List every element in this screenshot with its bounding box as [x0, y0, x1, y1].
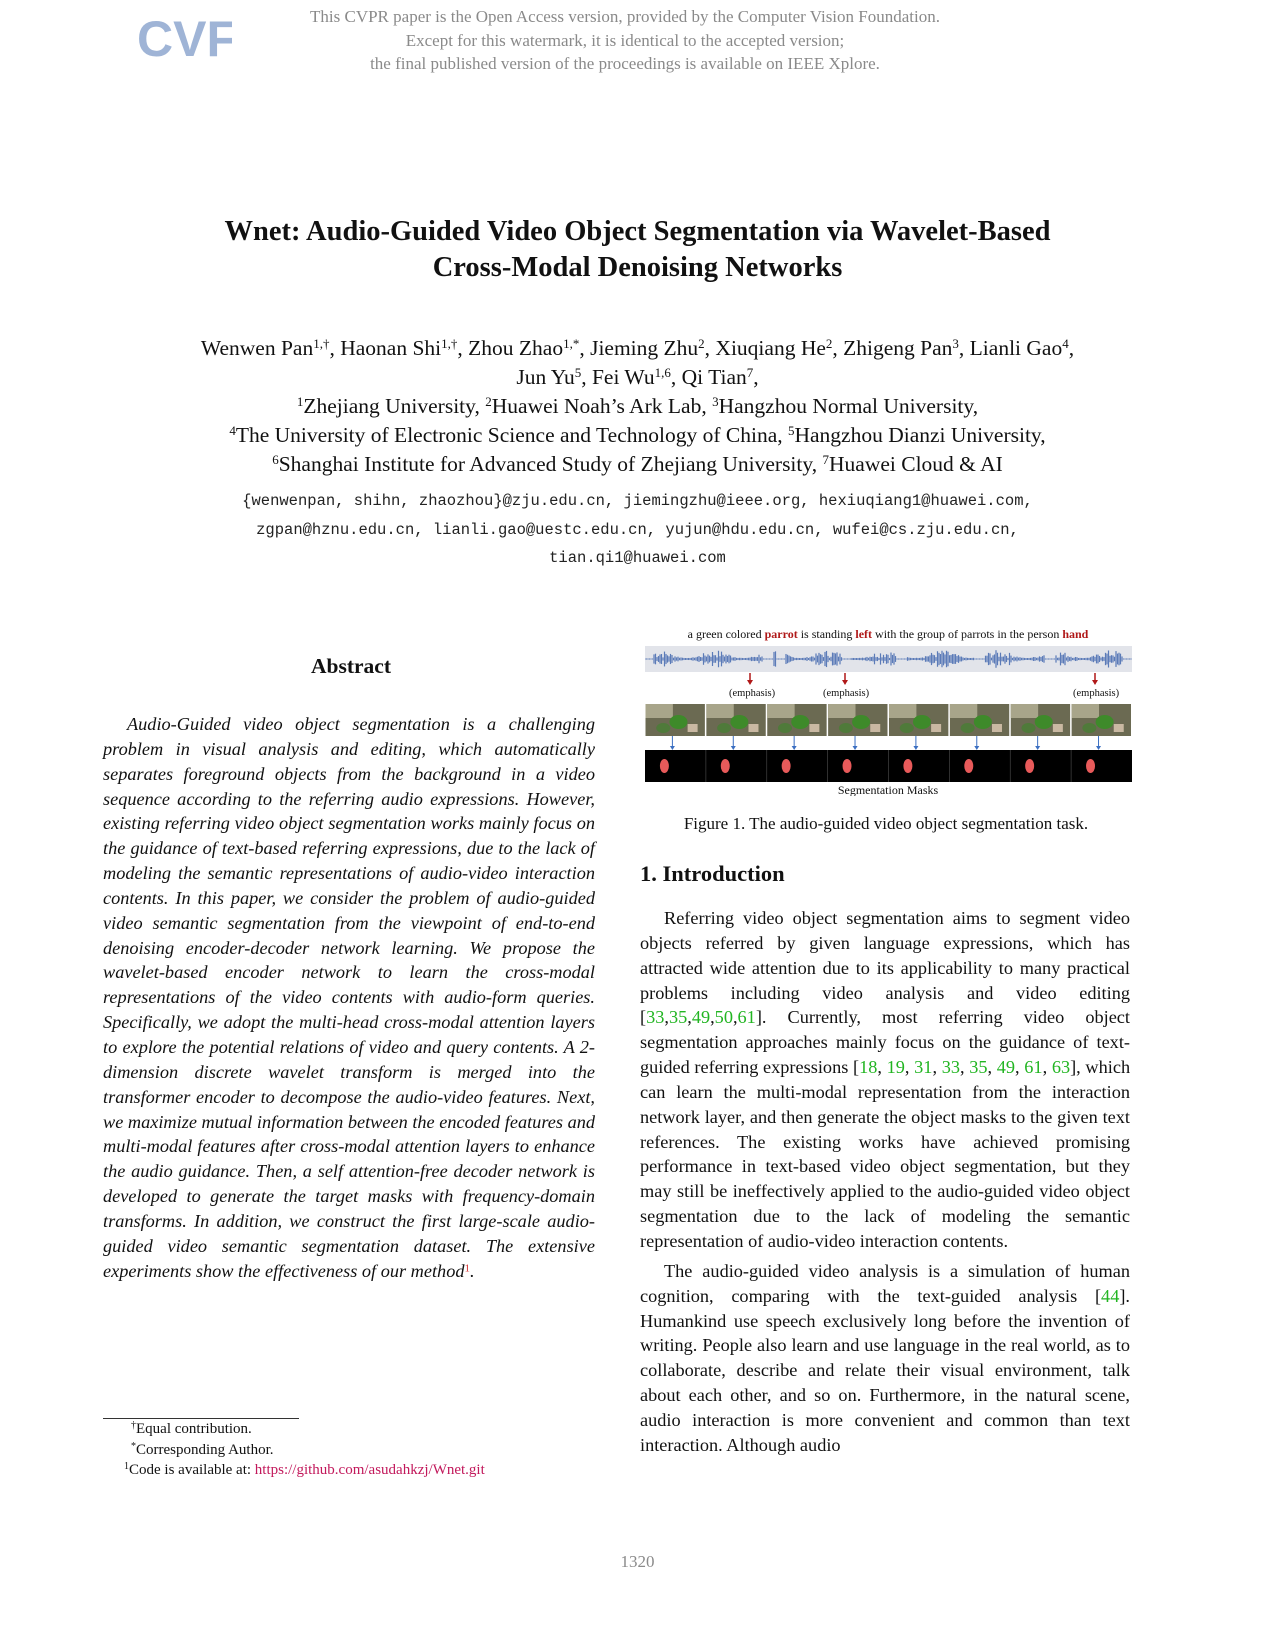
author-name: Zhou Zhao	[468, 336, 564, 360]
introduction-paragraph: Referring video object segmentation aims to segment video objects referred by given language expressions, which has attracted wide attention due to its applicability to many practical problems including video analysis and video editing [33,35,49,50,61]. Currently, most referring video object segmentation approaches mainly focus on the guidance of text-guided referring expressions [18, 19, 31, 33, 35, 49, 61, 63], which can learn the multi-modal representation from the interaction network layer, and then generate the object masks to the given text references. The existing works have achieved promising performance in text-based video object segmentation, but they may still be ineffectively applied to the audio-guided video object segmentation due to the lack of modeling the semantic representation of audio-video interaction contents.	[640, 908, 1131, 1251]
author-affiliation-mark: 1,*	[563, 335, 580, 351]
frame-to-mask-arrowhead	[913, 746, 918, 750]
parrot-shape	[791, 715, 809, 729]
open-access-watermark	[270, 5, 980, 76]
parrot-shape	[778, 723, 792, 733]
abstract-body	[103, 712, 595, 1283]
emphasized-word: left	[855, 627, 873, 641]
video-frame	[889, 704, 948, 736]
sentence-fragment: is standing	[797, 627, 856, 641]
segmentation-mask	[660, 759, 669, 773]
author-affiliation-mark: 4	[1062, 335, 1069, 351]
cvf-logo-icon	[137, 8, 232, 72]
parrot-shape	[1035, 715, 1053, 729]
footnote-mark: 1	[124, 1461, 129, 1472]
cvf-logo	[137, 8, 232, 72]
parrot-shape	[974, 715, 992, 729]
citation-link[interactable]: 33	[646, 1007, 665, 1028]
author-affiliation-mark: 1,6	[654, 364, 671, 380]
affiliation-name: The University of Electronic Science and Technology of China	[235, 423, 778, 447]
parrot-shape	[913, 715, 931, 729]
author-affiliation-mark: 1,†	[313, 335, 330, 351]
affiliation-mark: 1	[296, 393, 304, 409]
frame-to-mask-arrowhead	[974, 746, 979, 750]
paper-title	[100, 214, 1175, 286]
hand-shape	[992, 724, 1002, 732]
segmentation-mask	[721, 759, 730, 773]
parrot-shape	[961, 723, 975, 733]
author-affiliation-mark: 7	[746, 364, 754, 380]
abstract-heading: Abstract	[310, 654, 391, 678]
affiliation-list: $^4$The University of Electronic Science and Technology of China, $^5$Hangzhou Dianzi University,	[229, 422, 1046, 447]
frame-to-mask-arrowhead	[731, 746, 736, 750]
parrot-shape	[852, 715, 870, 729]
title-line: Cross-Modal Denoising Networks	[432, 252, 843, 283]
citation-link[interactable]: 18	[859, 1057, 878, 1078]
emphasis-arrowhead	[842, 680, 848, 685]
citation-link[interactable]: 19	[886, 1057, 905, 1078]
frame-highlight	[828, 704, 855, 718]
author-name: Fei Wu	[591, 365, 655, 389]
video-frame	[950, 704, 1009, 736]
parrot-shape	[669, 715, 687, 729]
citation-link[interactable]: 49	[691, 1007, 711, 1028]
segmentation-mask	[964, 759, 973, 773]
citation-link[interactable]: 33	[941, 1057, 960, 1078]
cvf-logo-text: CVF	[137, 11, 232, 67]
parrot-shape	[1022, 723, 1036, 733]
frame-to-mask-arrowhead	[670, 746, 675, 750]
citation-link[interactable]: 63	[1051, 1057, 1071, 1078]
introduction-paragraph: The audio-guided video analysis is a simulation of human cognition, comparing with the text-guided analysis [44]. Humankind use speech exclusively long before the invention of writing. People also learn and use language in the real world, as to collaborate, describe and relate their visual environment, talk about each other, and so on. Furthermore, in the natural scene, audio interaction is more convenient and common than text interaction. Although audio	[640, 1260, 1130, 1455]
affiliation-mark: 5	[787, 422, 795, 438]
hand-shape	[931, 724, 941, 732]
affiliation-name: Zhejiang University	[303, 394, 475, 418]
author-list: Wenwen Pan$^{1,\dagger}$, Haonan Shi$^{1,\dagger}$, Zhou Zhao$^{1,*}$, Jieming Zhu$^2$, Xiuqiang He$^2$, Zhigeng Pan$^3$, Lianli Gao$^4$,	[200, 335, 1075, 360]
parrot-shape	[730, 715, 748, 729]
citation-link[interactable]: 35	[969, 1057, 988, 1078]
parrot-shape	[1096, 715, 1114, 729]
author-name: Jun Yu	[516, 365, 575, 389]
footnote-mark: *	[131, 1440, 136, 1452]
author-affiliation-mark: 2	[825, 335, 833, 351]
author-name: Zhigeng Pan	[843, 336, 953, 360]
segmentation-mask	[782, 759, 791, 773]
page-number: 1320	[620, 1552, 655, 1571]
affiliation-mark: 2	[485, 393, 492, 409]
citation-link[interactable]: 50	[714, 1007, 733, 1028]
footnote-code	[103, 1460, 623, 1481]
sentence-fragment: a green colored	[687, 627, 765, 641]
emphasis-arrowhead	[747, 680, 753, 685]
emphasis-label: (emphasis)	[823, 688, 870, 699]
author-name: Jieming Zhu	[590, 336, 699, 360]
affiliation-name: Hangzhou Normal University	[718, 394, 973, 418]
hand-shape	[809, 724, 819, 732]
figure-1	[645, 624, 1132, 796]
author-affiliation-mark: 2	[698, 335, 705, 351]
emphasis-arrowhead	[1092, 680, 1098, 685]
author-name: Haonan Shi	[340, 336, 442, 360]
citation-link[interactable]: 49	[996, 1057, 1016, 1078]
masks-label: Segmentation Masks	[837, 783, 939, 796]
frame-highlight	[646, 704, 673, 718]
frame-highlight	[767, 704, 794, 718]
email-list	[80, 487, 1195, 573]
affiliation-name: Shanghai Institute for Advanced Study of Zhejiang University	[278, 452, 812, 476]
author-name: Xiuqiang He	[715, 336, 826, 360]
title-line: Wnet: Audio-Guided Video Object Segmentation via Wavelet-Based	[224, 216, 1051, 247]
author-block	[80, 334, 1195, 479]
citation-link[interactable]: 31	[914, 1057, 933, 1078]
affiliation-name: Hangzhou Dianzi University	[794, 423, 1041, 447]
segmentation-mask	[1086, 759, 1095, 773]
frame-mask-arrows	[670, 736, 1101, 750]
segmentation-mask	[1025, 759, 1034, 773]
footnotes	[103, 1419, 623, 1481]
affiliation-mark: 6	[272, 451, 279, 467]
footnote-mark: †	[131, 1420, 136, 1431]
frame-to-mask-arrowhead	[1035, 746, 1040, 750]
author-list: Jun Yu$^5$, Fei Wu$^{1,6}$, Qi Tian$^7$,	[516, 364, 759, 389]
code-link[interactable]: https://github.com/asudahkzj/Wnet.git	[254, 1462, 485, 1478]
video-frame	[1072, 704, 1131, 736]
citation-link[interactable]: 61	[737, 1007, 756, 1028]
segmentation-mask	[843, 759, 852, 773]
author-name: Lianli Gao	[969, 336, 1063, 360]
footnote-marker[interactable]: 1	[464, 1262, 470, 1275]
query-sentence	[688, 627, 1089, 641]
author-affiliation-mark: 5	[574, 364, 582, 380]
affiliation-mark: 7	[822, 451, 829, 467]
footnote-text: Code is available at:	[129, 1462, 255, 1478]
video-frame	[1011, 704, 1070, 736]
watermark-line: the final published version of the proceedings is available on IEEE Xplore.	[370, 54, 880, 73]
watermark-line: This CVPR paper is the Open Access version, provided by the Computer Vision Foundation.	[310, 7, 940, 26]
frame-highlight	[706, 704, 733, 718]
hand-shape	[748, 724, 758, 732]
video-frames	[646, 704, 1132, 736]
email-line[interactable]: tian.qi1@huawei.com	[549, 549, 726, 567]
abstract-end: .	[469, 1260, 475, 1281]
figure-1-graphic	[645, 624, 1132, 796]
footnote-text: Corresponding Author.	[136, 1441, 274, 1458]
sentence-fragment: with the group of parrots in the person	[872, 627, 1063, 641]
author-affiliation-mark: 3	[952, 335, 959, 351]
parrot-shape	[717, 723, 731, 733]
hand-shape	[688, 724, 698, 732]
hand-shape	[1053, 724, 1063, 732]
video-frame	[646, 704, 705, 736]
footnote-corresponding-author	[103, 1440, 623, 1461]
parrot-shape	[900, 723, 914, 733]
frame-highlight	[889, 704, 916, 718]
video-frame	[828, 704, 887, 736]
frame-to-mask-arrowhead	[1096, 746, 1101, 750]
email-line[interactable]: zgpan@hznu.edu.cn, lianli.gao@uestc.edu.cn, yujun@hdu.edu.cn, wufei@cs.zju.edu.cn,	[256, 520, 1019, 539]
parrot-shape	[1082, 723, 1096, 733]
affiliation-mark: 3	[712, 393, 719, 409]
affiliation-name: Huawei Noah’s Ark Lab	[491, 394, 702, 418]
author-name: Wenwen Pan	[200, 336, 314, 360]
frame-to-mask-arrowhead	[792, 746, 797, 750]
frame-highlight	[950, 704, 977, 718]
citation-link[interactable]: 35	[668, 1007, 688, 1028]
citation-link[interactable]: 61	[1024, 1057, 1043, 1078]
emphasized-word: hand	[1062, 627, 1089, 641]
frame-highlight	[1011, 704, 1038, 718]
hand-shape	[870, 724, 880, 732]
segmentation-mask	[903, 759, 912, 773]
video-frame	[706, 704, 765, 736]
abstract-text: Audio-Guided video object segmentation is a challenging problem in visual analysis and editing, which automatically separates foreground objects from the background in a video sequence according to the referring audio expressions. However, existing referring video object segmentation works mainly focus on the guidance of text-based referring expressions, due to the lack of modeling the semantic representations of audio-video interaction contents. In this paper, we consider the problem of audio-guided video semantic segmentation from the viewpoint of end-to-end denoising encoder-decoder network learning. We propose the wavelet-based encoder network to learn the cross-modal representations of the video contents with audio-form queries. Specifically, we adopt the multi-head cross-modal attention layers to explore the potential relations of video and query contents. A 2-dimension discrete wavelet transform is merged into the transformer encoder to decompose the audio-video features. Next, we maximize mutual information between the encoded features and multi-modal features after cross-modal attention layers to enhance the audio guidance. Then, a self attention-free decoder network is developed to generate the target masks with frequency-domain transforms. In addition, we construct the first large-scale audio-guided video semantic segmentation dataset. The extensive experiments show the effectiveness of our method	[103, 714, 595, 1281]
parrot-shape	[839, 723, 853, 733]
parrot-shape	[656, 723, 670, 733]
email-line[interactable]: {wenwenpan, shihn, zhaozhou}@zju.edu.cn, jiemingzhu@ieee.org, hexiuqiang1@huawei.com,	[242, 492, 1033, 510]
emphasis-label: (emphasis)	[1073, 688, 1120, 699]
figure-1-caption: Figure 1. The audio-guided video object segmentation task.	[683, 814, 1089, 833]
hand-shape	[1114, 724, 1124, 732]
video-frame	[767, 704, 826, 736]
introduction-heading: 1. Introduction	[640, 861, 785, 886]
author-affiliation-mark: 1,†	[441, 335, 458, 351]
affiliation-name: Huawei Cloud & AI	[829, 452, 1003, 476]
affiliation-list: $^1$Zhejiang University, $^2$Huawei Noah’s Ark Lab, $^3$Hangzhou Normal University,	[296, 393, 979, 418]
frame-to-mask-arrowhead	[853, 746, 858, 750]
introduction-body	[640, 906, 1130, 1463]
citation-link[interactable]: 44	[1101, 1285, 1120, 1306]
frame-highlight	[1072, 704, 1099, 718]
emphasized-word: parrot	[764, 627, 798, 641]
emphasis-label: (emphasis)	[729, 688, 776, 699]
watermark-line: Except for this watermark, it is identical to the accepted version;	[405, 30, 845, 50]
affiliation-mark: 4	[229, 422, 236, 438]
emphasis-markers	[729, 673, 1120, 699]
author-name: Qi Tian	[681, 365, 747, 389]
affiliation-list: $^6$Shanghai Institute for Advanced Study of Zhejiang University, $^7$Huawei Cloud & AI	[272, 451, 1003, 476]
footnote-text: Equal contribution.	[136, 1421, 252, 1437]
footnote-equal-contribution	[103, 1419, 623, 1440]
